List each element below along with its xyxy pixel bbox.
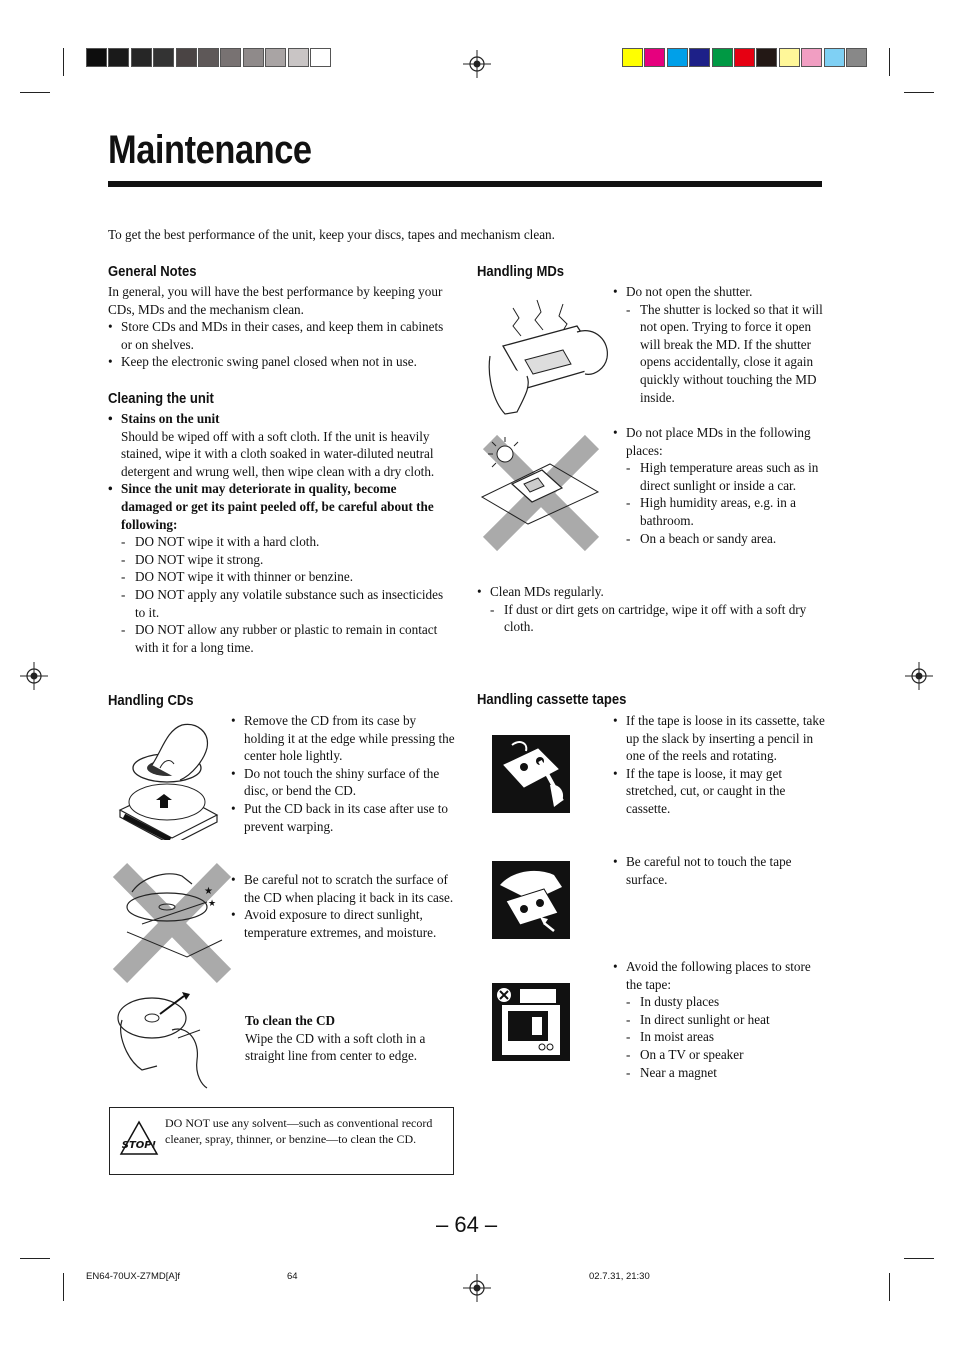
cd-wiping-illustration: [112, 990, 212, 1090]
crop-mark: [904, 92, 934, 93]
intro-text: To get the best performance of the unit, keep your discs, tapes and mechanism clean.: [108, 227, 555, 242]
list-item: - On a TV or speaker: [613, 1046, 825, 1064]
tapes-group-1: [613, 712, 825, 818]
crop-mark: [63, 1273, 64, 1301]
color-swatch: [644, 48, 665, 67]
color-swatch: [622, 48, 643, 67]
cds-group-2: [231, 871, 456, 941]
cleaning-section: [108, 410, 448, 656]
general-notes-section: [108, 283, 448, 371]
color-swatch: [243, 48, 264, 67]
tape-pencil-illustration: [492, 735, 570, 813]
list-item: • If the tape is loose, it may get stretched, cut, or caught in the cassette.: [613, 765, 825, 818]
list-item: • Put the CD back in its case after use to prevent warping.: [231, 800, 456, 835]
tapes-avoid-section: [613, 958, 825, 1081]
caution-text: DO NOT use any solvent—such as conventional record cleaner, spray, thinner, or benzine—to clean the CD.: [165, 1116, 433, 1146]
color-swatch: [846, 48, 867, 67]
list-item: • Do not open the shutter.: [613, 283, 825, 301]
stains-title: • Stains on the unit: [108, 410, 448, 428]
list-item: - If dust or dirt gets on cartridge, wipe it off with a soft dry cloth.: [477, 601, 822, 636]
crop-mark: [889, 1273, 890, 1301]
list-item: - In dusty places: [613, 993, 825, 1011]
list-item: • Do not touch the shiny surface of the disc, or bend the CD.: [231, 765, 456, 800]
list-item: • Avoid the following places to store the tape:: [613, 958, 825, 993]
list-item: • Be careful not to touch the tape surface.: [613, 853, 825, 888]
caution-box: [109, 1107, 454, 1175]
color-swatch: [288, 48, 309, 67]
list-item: - High humidity areas, e.g. in a bathroom.: [613, 494, 825, 529]
cds-heading: Handling CDs: [108, 693, 194, 709]
color-swatch: [131, 48, 152, 67]
list-item: • Be careful not to scratch the surface of the CD when placing it back in its case.: [231, 871, 456, 906]
color-swatch: [734, 48, 755, 67]
stop-warning-icon: [119, 1120, 159, 1156]
warning-title: • Since the unit may deteriorate in quality, become damaged or get its paint peeled off, be careful about the following:: [108, 480, 448, 533]
list-item: • If the tape is loose in its cassette, take up the slack by inserting a pencil in one of the reels and rotating.: [613, 712, 825, 765]
mds-heading: Handling MDs: [477, 264, 565, 280]
svg-text:★: ★: [208, 899, 217, 909]
tape-storage-illustration: [492, 983, 570, 1061]
footer-file-name: EN64-70UX-Z7MD[A]f: [86, 1271, 180, 1282]
cd-clean-section: [245, 1012, 455, 1065]
list-item: • Clean MDs regularly.: [477, 583, 822, 601]
color-swatch: [108, 48, 129, 67]
md-places-section: [613, 424, 825, 547]
cd-removal-illustration: [112, 720, 222, 840]
color-swatch: [153, 48, 174, 67]
registration-mark-icon: [20, 662, 48, 690]
list-item: - In direct sunlight or heat: [613, 1011, 825, 1029]
color-swatch: [667, 48, 688, 67]
list-item: - Near a magnet: [613, 1064, 825, 1082]
list-item: - DO NOT wipe it with thinner or benzine.: [108, 568, 448, 586]
color-swatch: [198, 48, 219, 67]
list-item: - DO NOT apply any volatile substance such as insecticides to it.: [108, 586, 448, 621]
title-rule: [108, 181, 822, 187]
stains-text: Should be wiped off with a soft cloth. If the unit is heavily stained, wipe it with a cloth soaked in water-diluted neutral detergent and wrung well, then wipe clean with a dry cloth.: [121, 428, 435, 479]
md-clean-section: [477, 583, 822, 636]
cds-group-1: [231, 712, 456, 835]
md-sunlight-prohibited-illustration: [480, 432, 602, 554]
color-swatch: [824, 48, 845, 67]
stop-label: STOP!: [121, 1140, 157, 1151]
color-swatch: [310, 48, 331, 67]
list-item: - On a beach or sandy area.: [613, 530, 825, 548]
color-swatch: [86, 48, 107, 67]
color-swatch: [801, 48, 822, 67]
list-item: - DO NOT wipe it strong.: [108, 551, 448, 569]
cleaning-heading: Cleaning the unit: [108, 391, 214, 407]
tapes-group-2: [613, 853, 825, 888]
list-item: - In moist areas: [613, 1028, 825, 1046]
md-shutter-illustration: [485, 296, 615, 421]
svg-text:★: ★: [204, 886, 213, 897]
color-swatch: [756, 48, 777, 67]
list-item: • Store CDs and MDs in their cases, and keep them in cabinets or on shelves.: [108, 318, 448, 353]
cd-clean-text: Wipe the CD with a soft cloth in a straight line from center to edge.: [245, 1030, 426, 1064]
cd-scratch-prohibited-illustration: [112, 862, 232, 984]
color-swatch: [689, 48, 710, 67]
color-swatch: [176, 48, 197, 67]
registration-mark-icon: [463, 50, 491, 78]
list-item: - The shutter is locked so that it will not open. Trying to force it open will break the MD. If the shutter opens accidentally, close it again quickly without touching the MD inside.: [613, 301, 825, 407]
color-swatch: [712, 48, 733, 67]
crop-mark: [20, 92, 50, 93]
tapes-heading: Handling cassette tapes: [477, 692, 627, 708]
md-shutter-section: [613, 283, 825, 406]
list-item: • Keep the electronic swing panel closed when not in use.: [108, 353, 448, 371]
list-item: • Remove the CD from its case by holding it at the edge while pressing the center hole lightly.: [231, 712, 456, 765]
crop-mark: [889, 48, 890, 76]
list-item: • Do not place MDs in the following places:: [613, 424, 825, 459]
cd-clean-title: To clean the CD: [245, 1013, 335, 1028]
page-number: – 64 –: [436, 1212, 498, 1237]
list-item: - DO NOT allow any rubber or plastic to remain in contact with it for a long time.: [108, 621, 448, 656]
list-item: - DO NOT wipe it with a hard cloth.: [108, 533, 448, 551]
footer-timestamp: 02.7.31, 21:30: [589, 1271, 650, 1282]
crop-mark: [904, 1258, 934, 1259]
tape-touch-illustration: [492, 861, 570, 939]
general-notes-heading: General Notes: [108, 264, 197, 280]
list-item: • Avoid exposure to direct sunlight, temperature extremes, and moisture.: [231, 906, 456, 941]
general-notes-text: In general, you will have the best performance by keeping your CDs, MDs and the mechanism clean.: [108, 284, 443, 317]
color-swatch: [265, 48, 286, 67]
footer-page: 64: [287, 1271, 298, 1282]
page-title: Maintenance: [108, 128, 312, 172]
crop-mark: [63, 48, 64, 76]
color-swatch: [779, 48, 800, 67]
color-swatch: [220, 48, 241, 67]
crop-mark: [20, 1258, 50, 1259]
registration-mark-icon: [905, 662, 933, 690]
list-item: - High temperature areas such as in direct sunlight or inside a car.: [613, 459, 825, 494]
registration-mark-icon: [463, 1274, 491, 1302]
